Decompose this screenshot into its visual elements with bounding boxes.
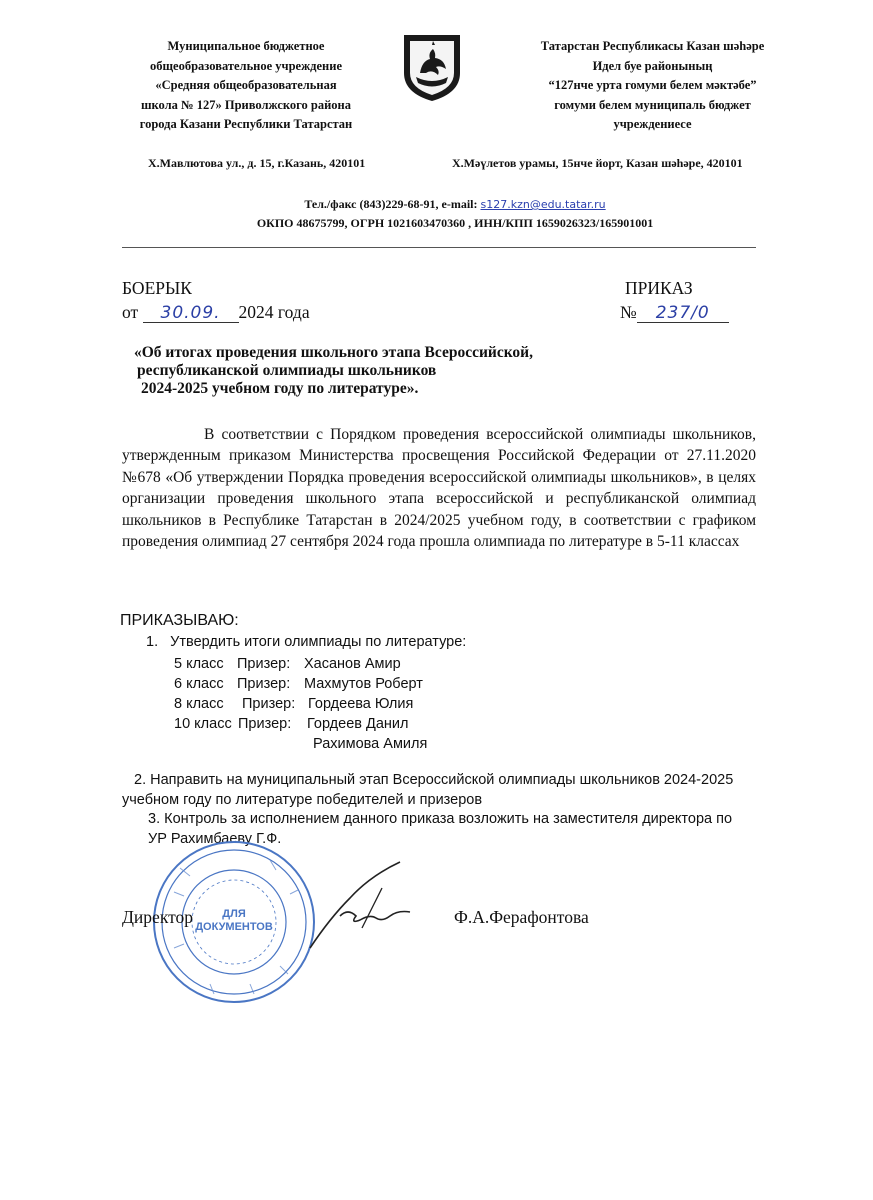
list-item — [0, 676, 873, 696]
winner-name: Гордеева Юлия — [308, 696, 414, 712]
prize-list — [0, 656, 873, 756]
grade: 5 класс — [174, 656, 224, 672]
registry-line: ОКПО 48675799, ОГРН 1021603470360 , ИНН/КПП 1659026323/165901001 — [256, 216, 654, 230]
date-suffix: 2024 года — [238, 302, 310, 322]
header-left-line: «Средняя общеобразовательная — [155, 78, 337, 92]
header-right-line: “127нче урта гомуми белем мәктәбе” — [548, 78, 757, 92]
list-item — [0, 656, 873, 676]
grade: 10 класс — [174, 716, 232, 732]
handwritten-signature — [300, 858, 420, 958]
order-item-2: 2. Направить на муниципальный этап Всероссийской олимпиады школьников 2024-2025 — [134, 772, 734, 788]
winner-name: Махмутов Роберт — [304, 676, 423, 692]
date-field — [143, 302, 239, 323]
winner-name: Хасанов Амир — [304, 656, 401, 672]
date-prefix: от — [122, 302, 139, 322]
coat-of-arms-icon — [400, 33, 464, 103]
header-right-line: Идел буе районының — [592, 58, 713, 73]
role: Призер: — [237, 656, 291, 672]
order-item-3-cont: УР Рахимбаеву Г.Ф. — [148, 831, 282, 847]
body-paragraph — [122, 424, 756, 552]
header-divider — [122, 247, 756, 248]
contacts-block — [165, 195, 745, 233]
address-tatar: Х.Мәүлетов урамы, 15нче йорт, Казан шәһәре, 420101 — [452, 156, 743, 170]
role: Призер: — [237, 676, 291, 692]
grade: 6 класс — [174, 676, 224, 692]
header-left-line: Муниципальное бюджетное — [167, 39, 325, 53]
title-line: 2024-2025 учебном году по литературе». — [141, 380, 419, 397]
header-left-line: школа № 127» Приволжского района — [140, 97, 352, 112]
number-field — [637, 302, 729, 323]
list-item — [0, 736, 873, 756]
header-right-line: Татарстан Республикасы Казан шәһәре — [540, 39, 765, 53]
title-line: «Об итогах проведения школьного этапа Всероссийской, — [134, 344, 533, 361]
school-name-russian — [105, 37, 387, 135]
order-number — [620, 302, 729, 323]
header-right-line: учреждениесе — [613, 117, 692, 131]
winner-name: Гордеев Данил — [307, 716, 409, 732]
body-text: В соответствии с Порядком проведения всероссийской олимпиады школьников, утвержденным приказом Министерства просвещения Российской Федерации от 27.11.2020 №678 «Об утверждении Порядка проведения всероссийской олимпиады школьников», в целях организации проведения школьного этапа всероссийской и республиканской олимпиад школьников в Республике Татарстан в 2024/2025 учебном году, в соответствии с графиком проведения олимпиад 27 сентября 2024 года прошла олимпиада по литературе в 5-11 классах — [122, 426, 756, 551]
email-link[interactable]: s127.kzn@edu.tatar.ru — [480, 198, 606, 211]
school-name-tatar — [500, 37, 805, 135]
order-title — [120, 344, 620, 398]
order-item-2-cont: учебном году по литературе победителей и призеров — [122, 792, 483, 808]
address-russian: Х.Мавлютова ул., д. 15, г.Казань, 420101 — [148, 156, 366, 170]
header-left-line: города Казани Республики Татарстан — [139, 117, 353, 131]
order-label-tatar: БОЕРЫК — [122, 278, 192, 298]
phone-text: Тел./факс (843)229-68-91, e-mail: — [304, 197, 481, 211]
grade: 8 класс — [174, 696, 224, 712]
winner-name: Рахимова Амиля — [313, 736, 428, 752]
order-item-3: 3. Контроль за исполнением данного приказа возложить на заместителя директора по — [148, 811, 733, 827]
director-name: Ф.А.Ферафонтова — [454, 907, 589, 927]
order-item-1: 1. Утвердить итоги олимпиады по литературе: — [146, 634, 467, 650]
list-item — [0, 696, 873, 716]
date-handwritten: 30.09. — [160, 303, 221, 323]
number-handwritten: 237/0 — [655, 303, 710, 323]
stamp-text-bottom: ДОКУМЕНТОВ — [195, 921, 273, 933]
header-right-line: гомуми белем муниципаль бюджет — [554, 97, 751, 112]
role: Призер: — [238, 716, 292, 732]
role: Призер: — [242, 696, 296, 712]
order-label-russian: ПРИКАЗ — [625, 278, 693, 298]
phone-email-line — [165, 195, 745, 214]
stamp-text-top: ДЛЯ — [222, 908, 246, 920]
order-date — [122, 302, 310, 323]
list-item — [0, 716, 873, 736]
signature-position: Директор — [122, 907, 194, 927]
title-line: республиканской олимпиады школьников — [137, 362, 437, 379]
decree-heading: ПРИКАЗЫВАЮ: — [120, 612, 239, 629]
number-prefix: № — [620, 302, 637, 322]
header-left-line: общеобразовательное учреждение — [150, 58, 342, 73]
